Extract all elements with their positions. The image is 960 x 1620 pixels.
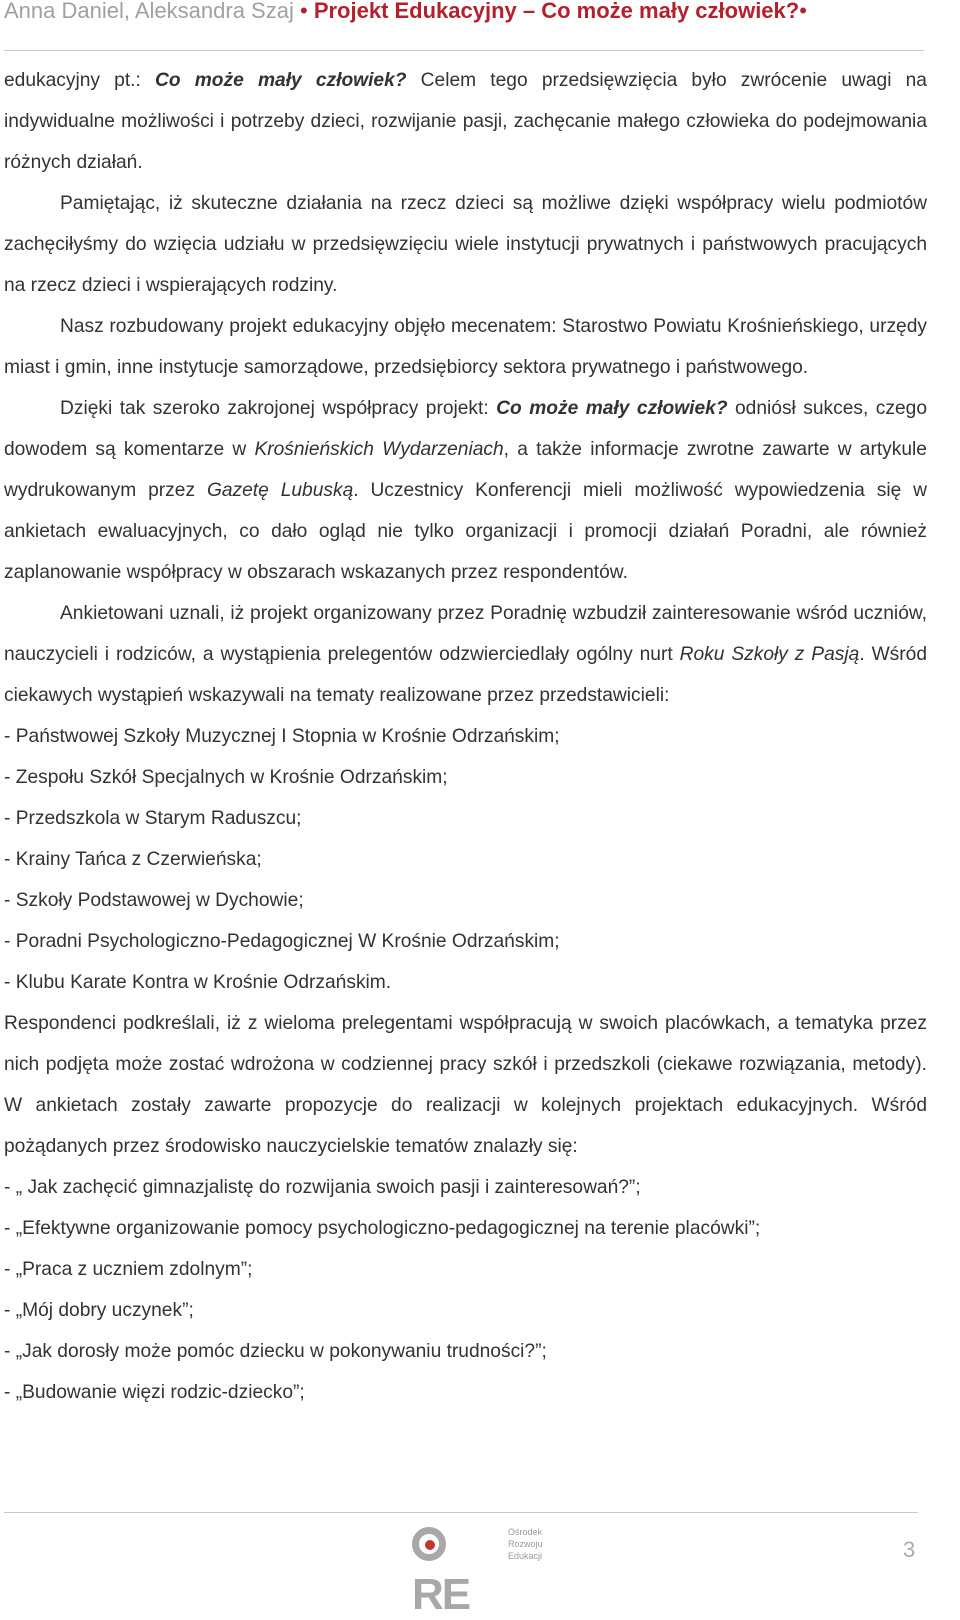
list-item: - Państwowej Szkoły Muzycznej I Stopnia w Krośnie Odrzańskim; xyxy=(4,726,560,747)
text-run: odniósł sukces, czego dowodem są komentarze w xyxy=(4,398,927,460)
institutions-list xyxy=(4,716,927,1003)
logo-letters: RE xyxy=(412,1570,470,1619)
logo-dot-icon xyxy=(425,1540,435,1550)
document-body xyxy=(4,60,927,1413)
text-run: Celem tego przedsięwzięcia było zwrócenie uwagi na indywidualne możliwości i potrzeby dzieci, rozwijanie pasji, zachęcanie małego człowieka do podejmowania różnych działań. xyxy=(4,70,927,173)
paragraph-success xyxy=(4,388,927,593)
list-item: - Klubu Karate Kontra w Krośnie Odrzańskim. xyxy=(4,972,392,993)
project-name-emphasis: Co może mały człowiek? xyxy=(155,70,407,91)
header-authors: Anna Daniel, Aleksandra Szaj xyxy=(4,0,294,23)
list-item: - „Praca z uczniem zdolnym”; xyxy=(4,1259,253,1280)
paragraph-intro xyxy=(4,60,927,183)
list-item: - Przedszkola w Starym Raduszcu; xyxy=(4,808,302,829)
text-run: . Uczestnicy Konferencji mieli możliwość wypowiedzenia się w ankietach ewaluacyjnych, co dało ogląd nie tylko organizacji i promocji działań Poradni, ale również zaplanowanie współpracy w obszarach wskazanych przez respondentów. xyxy=(4,480,927,583)
list-item: - „Efektywne organizowanie pomocy psychologiczno-pedagogicznej na terenie placówki”; xyxy=(4,1218,761,1239)
logo-wordmark xyxy=(412,1520,469,1620)
text-run: Ankietowani uznali, iż projekt organizowany przez Poradnię wzbudził zainteresowanie wśród uczniów, nauczycieli i rodziców, a wystąpienia prelegentów odzwierciedlały ogólny nurt xyxy=(4,603,927,665)
text-run: edukacyjny pt.: xyxy=(4,70,155,91)
logo-sub-line: Ośrodek xyxy=(508,1527,543,1537)
page-header xyxy=(4,0,924,51)
header-line xyxy=(4,0,807,24)
list-item: - „Jak dorosły może pomóc dziecku w pokonywaniu trudności?”; xyxy=(4,1341,547,1362)
page-footer-rule xyxy=(4,1512,918,1513)
list-item: - Szkoły Podstawowej w Dychowie; xyxy=(4,890,304,911)
list-item: - Zespołu Szkół Specjalnych w Krośnie Odrzańskim; xyxy=(4,767,448,788)
paragraph-cooperation: Pamiętając, iż skuteczne działania na rzecz dzieci są możliwe dzięki współpracy wielu podmiotów zachęciłyśmy do wzięcia udziału w przedsięwzięciu wiele instytucji prywatnych i państwowych pracujących na rzecz dzieci i wspierających rodziny. xyxy=(4,193,927,296)
header-title: Projekt Edukacyjny – Co może mały człowiek? xyxy=(313,0,800,23)
topics-list xyxy=(4,1167,927,1413)
list-item: - „Mój dobry uczynek”; xyxy=(4,1300,194,1321)
logo-o-icon xyxy=(412,1527,446,1561)
header-trailing-bullet: • xyxy=(799,0,807,23)
logo-sub-line: Edukacji xyxy=(508,1551,543,1561)
project-name-emphasis: Co może mały człowiek? xyxy=(496,398,728,419)
header-bullet: • xyxy=(299,0,308,23)
text-run: . Wśród ciekawych wystąpień wskazywali na tematy realizowane przez przedstawicieli: xyxy=(4,644,928,706)
paragraph-patronage: Nasz rozbudowany projekt edukacyjny objęło mecenatem: Starostwo Powiatu Krośnieńskiego, urzędy miast i gmin, inne instytucje samorządowe, przedsiębiorcy sektora prywatnego i państwowego. xyxy=(4,316,927,378)
text-run: Dzięki tak szeroko zakrojonej współpracy projekt: xyxy=(60,398,497,419)
page-number: 3 xyxy=(903,1537,916,1562)
newspaper-name: Krośnieńskich Wydarzeniach xyxy=(254,439,504,460)
logo-sub-line: Rozwoju xyxy=(508,1539,543,1549)
paragraph-respondents: Respondenci podkreślali, iż z wieloma prelegentami współpracują w swoich placówkach, a tematyka przez nich podjęta może zostać wdrożona w codziennej pracy szkół i przedszkoli (ciekawe rozwiązania, metody). W ankietach zostały zawarte propozycje do realizacji w kolejnych projektach edukacyjnych. Wśród pożądanych przez środowisko nauczycielskie tematów znalazły się: xyxy=(4,1013,927,1157)
list-item: - Krainy Tańca z Czerwieńska; xyxy=(4,849,262,870)
list-item: - Poradni Psychologiczno-Pedagogicznej W Krośnie Odrzańskim; xyxy=(4,931,560,952)
logo-subtitle xyxy=(508,1526,543,1562)
newspaper-name: Gazetę Lubuską xyxy=(206,480,354,501)
text-run: , a także informacje zwrotne zawarte w artykule wydrukowanym przez xyxy=(4,439,927,501)
year-theme: Roku Szkoły z Pasją xyxy=(679,644,860,665)
list-item: - „Budowanie więzi rodzic-dziecko”; xyxy=(4,1382,305,1403)
list-item: - „ Jak zachęcić gimnazjalistę do rozwijania swoich pasji i zainteresowań?”; xyxy=(4,1177,641,1198)
paragraph-survey xyxy=(4,593,927,716)
